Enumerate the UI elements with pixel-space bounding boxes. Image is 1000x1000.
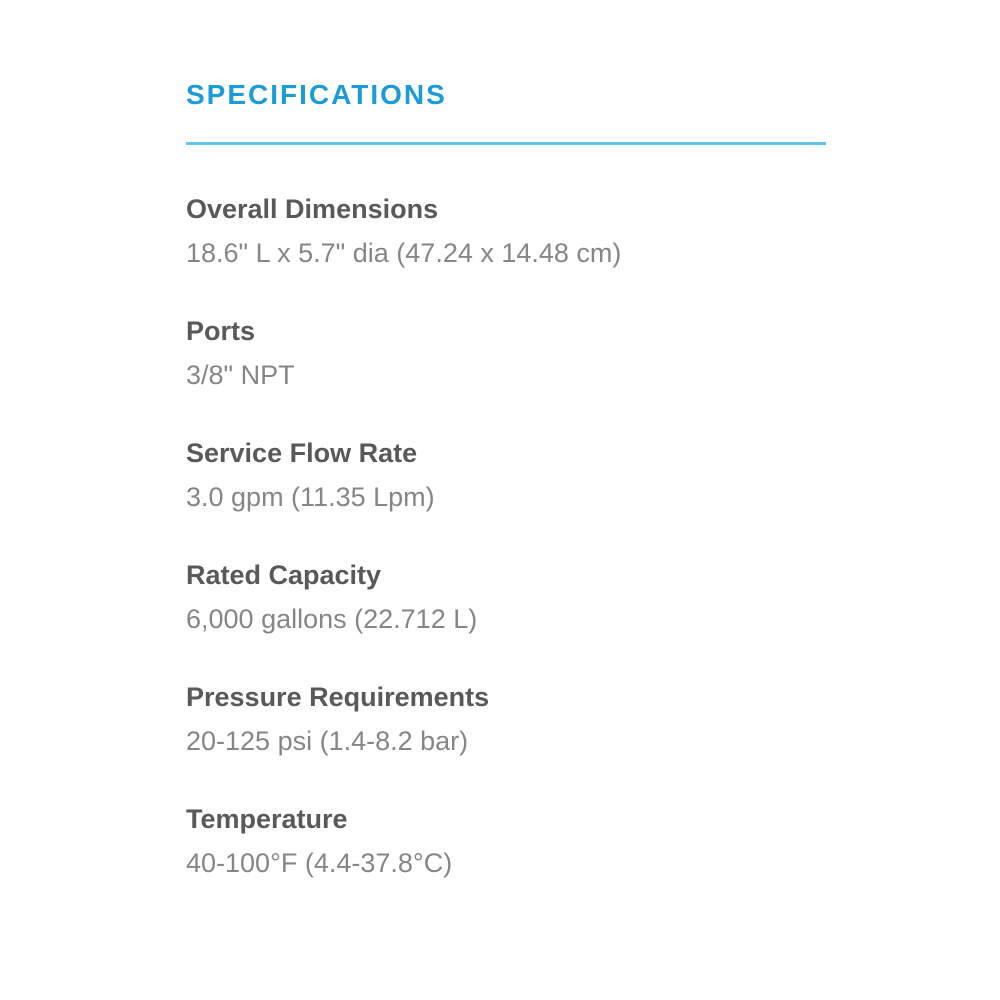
spec-value: 3.0 gpm (11.35 Lpm) (186, 482, 435, 512)
spec-label: Service Flow Rate (186, 438, 418, 468)
section-divider (186, 142, 826, 145)
spec-value: 40-100°F (4.4-37.8°C) (186, 848, 453, 878)
spec-value: 18.6" L x 5.7" dia (47.24 x 14.48 cm) (186, 238, 622, 268)
spec-group (186, 553, 846, 641)
spec-value: 20-125 psi (1.4-8.2 bar) (186, 726, 469, 756)
specifications-section (186, 78, 846, 919)
spec-group (186, 797, 846, 885)
spec-group (186, 187, 846, 275)
spec-value: 6,000 gallons (22.712 L) (186, 604, 478, 634)
spec-group (186, 431, 846, 519)
spec-value: 3/8" NPT (186, 360, 295, 390)
section-title: SPECIFICATIONS (186, 79, 447, 110)
spec-label: Rated Capacity (186, 560, 382, 590)
spec-label: Temperature (186, 804, 348, 834)
spec-group (186, 675, 846, 763)
spec-label: Pressure Requirements (186, 682, 490, 712)
spec-group (186, 309, 846, 397)
spec-label: Ports (186, 316, 256, 346)
spec-list (186, 187, 846, 885)
spec-label: Overall Dimensions (186, 194, 439, 224)
